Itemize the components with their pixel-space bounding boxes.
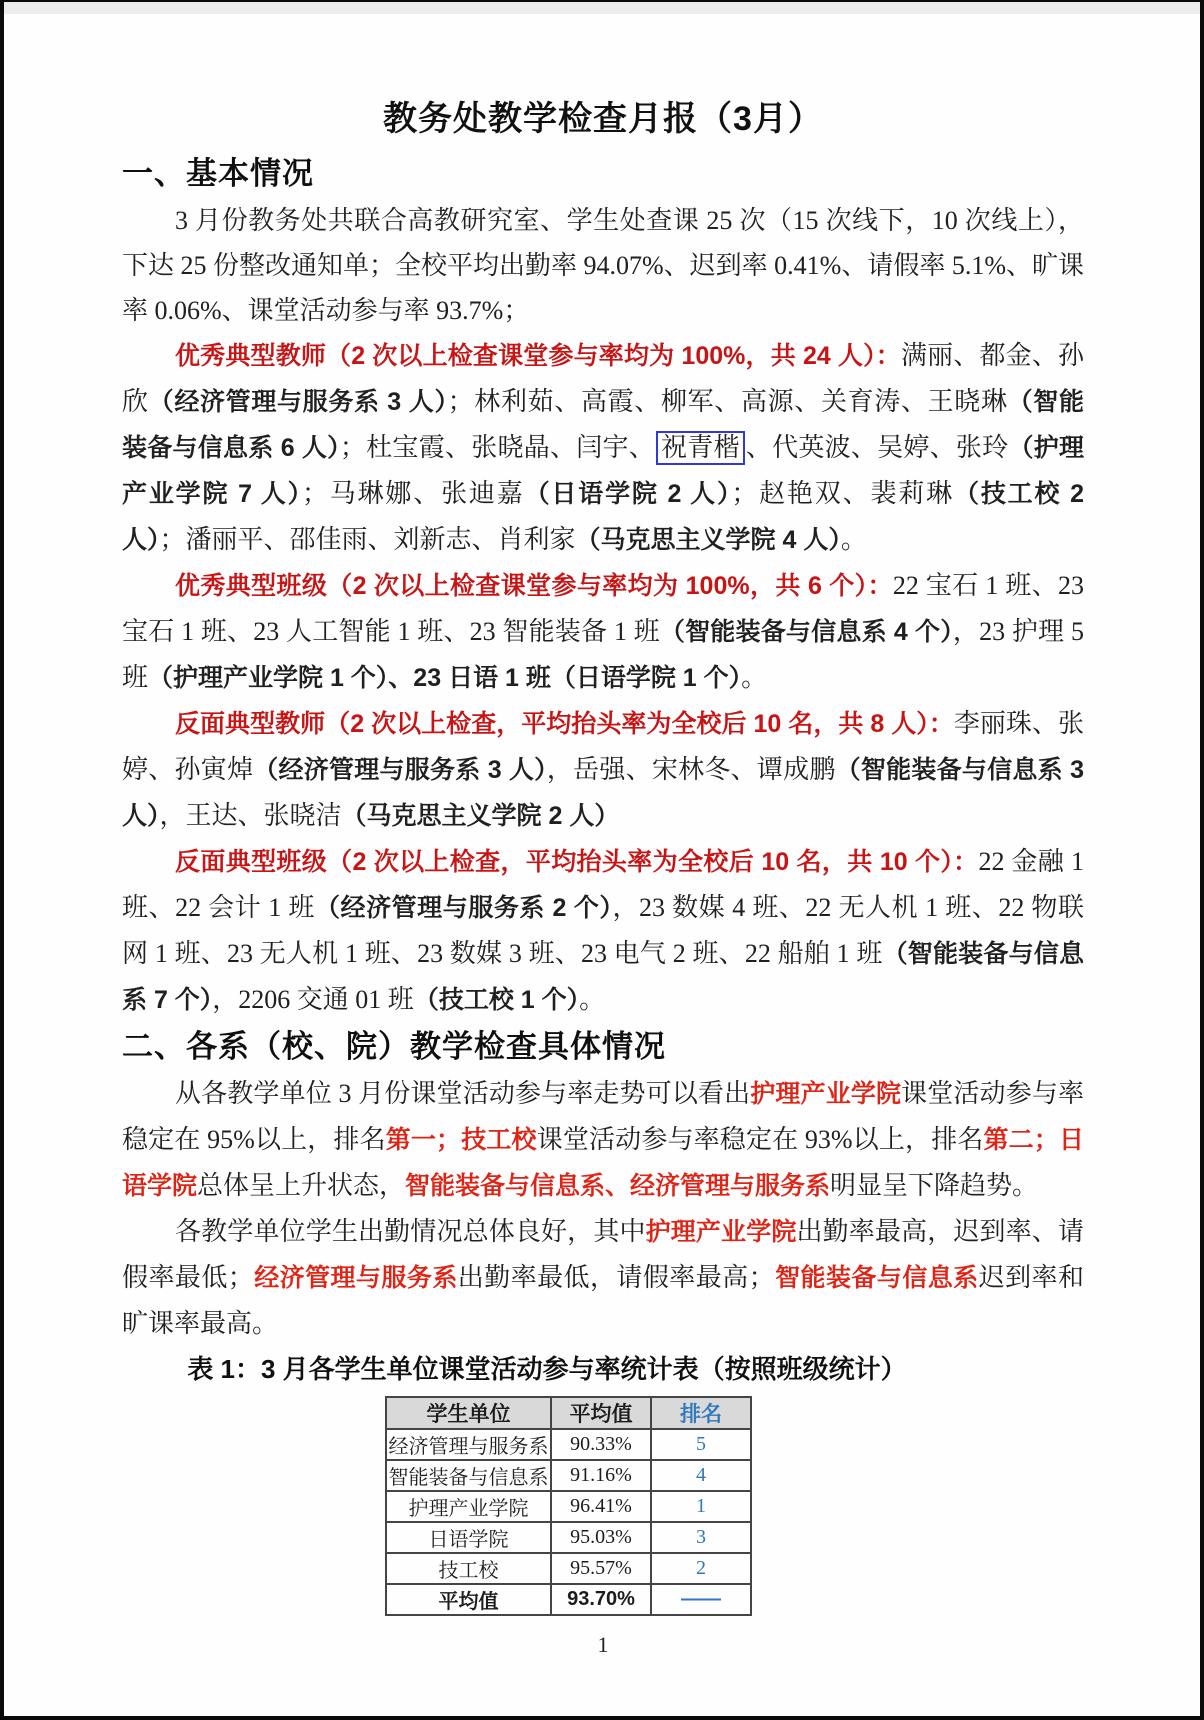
red-highlight-run: 智能装备与信息系、经济管理与服务系	[405, 1172, 831, 1200]
table-row	[386, 1491, 751, 1522]
bold-run: （马克思主义学院 2 人）	[341, 802, 620, 830]
paragraph	[122, 1209, 1084, 1346]
red-highlight-run: 第二；日语学院	[122, 1126, 1084, 1200]
text-run: 课堂活动参与率稳定在 95%以上，排名	[122, 1079, 1084, 1154]
text-run: 、代英波、吴婷、张玲	[745, 433, 1009, 462]
rank-cell: 5	[651, 1429, 751, 1460]
text-run: 从各教学单位 3 月份课堂活动参与率走势可以看出	[175, 1079, 751, 1108]
bold-run: （经济管理与服务系 2 个）	[314, 894, 613, 922]
red-highlight-run: 经济管理与服务系	[253, 1264, 458, 1292]
boxed-name: 祝青楷	[656, 431, 745, 465]
text-run: 出勤率最高，迟到率、请假率最低；	[122, 1217, 1084, 1292]
text-run: ；杜宝霞、张晓晶、闫宇、	[339, 433, 656, 462]
bold-run: （智能装备与信息系 3 人）	[122, 756, 1084, 830]
unit-cell: 技工校	[386, 1553, 551, 1584]
bold-run: （技工校 1 个）	[413, 986, 580, 1014]
text-run: 明显呈下降趋势。	[830, 1171, 1039, 1200]
average-cell: 93.70%	[551, 1584, 651, 1615]
section-heading: 一、基本情况	[122, 156, 314, 191]
rank-cell: 2	[651, 1553, 751, 1584]
table-row	[386, 1429, 751, 1460]
text-run: 3 月份教务处共联合高教研究室、学生处查课 25 次（15 次线下，10 次线上），下达 25 份整改通知单；全校平均出勤率 94.07%、迟到率 0.41%、请假率 5.1%、旷课率 0.06%、课堂活动参与率 93.7%；	[122, 206, 1084, 325]
red-highlight-run: 智能装备与信息系	[774, 1264, 979, 1292]
text-run: 。	[741, 663, 768, 692]
stats-table	[385, 1396, 752, 1616]
text-run: 李丽珠、张婷、孙寅焯	[122, 709, 1084, 784]
bold-run: （技工校 2 人）	[122, 480, 1084, 554]
stats-table-body	[386, 1429, 751, 1615]
text-run: 。	[579, 985, 606, 1014]
paragraph	[122, 333, 1084, 563]
table-row	[386, 1553, 751, 1584]
section-heading: 二、各系（校、院）教学检查具体情况	[122, 1029, 666, 1064]
text-run: ；潘丽平、邵佳雨、刘新志、肖利家	[159, 525, 576, 554]
page-number: 1	[597, 1632, 609, 1657]
rank-cell: 1	[651, 1491, 751, 1522]
paragraph	[122, 198, 1084, 333]
rank-cell: ——	[651, 1584, 751, 1615]
text-run: 22 金融 1 班、22 会计 1 班	[122, 847, 1084, 922]
bold-run: （护理产业学院 1 个）、23 日语 1 班（日语学院 1 个）	[148, 664, 742, 692]
bold-run: （智能装备与信息系 7 个）	[122, 940, 1084, 1014]
average-cell: 90.33%	[551, 1429, 651, 1460]
unit-cell: 日语学院	[386, 1522, 551, 1553]
page-top-strip	[4, 2, 1200, 14]
bold-run: （护理产业学院 7 人）	[122, 434, 1084, 508]
table-caption: 表 1：3 月各学生单位课堂活动参与率统计表（按照班级统计）	[187, 1354, 907, 1384]
paragraph	[122, 1071, 1084, 1209]
bold-run: （智能装备与信息系 6 人）	[122, 388, 1084, 462]
paragraph	[122, 839, 1084, 1023]
text-run: ；林利茹、高霞、柳军、高源、关育涛、王晓琳	[447, 387, 1008, 416]
text-run: 满丽、都金、孙欣	[122, 341, 1084, 416]
bold-run: （马克思主义学院 4 人）	[575, 526, 841, 554]
text-run: 总体呈上升状态，	[197, 1171, 406, 1200]
red-highlight-run: 护理产业学院	[750, 1080, 902, 1108]
average-cell: 95.03%	[551, 1522, 651, 1553]
text-run: 出勤率最低，请假率最高；	[457, 1263, 775, 1292]
rank-cell: 4	[651, 1460, 751, 1491]
table-header-cell: 排名	[651, 1397, 751, 1429]
unit-cell: 护理产业学院	[386, 1491, 551, 1522]
page-title: 教务处教学检查月报（3月）	[383, 100, 823, 138]
average-cell: 96.41%	[551, 1491, 651, 1522]
unit-cell: 经济管理与服务系	[386, 1429, 551, 1460]
unit-cell: 平均值	[386, 1584, 551, 1615]
bold-run: （经济管理与服务系 3 人）	[253, 756, 547, 784]
text-run: ，王达、张晓洁	[159, 801, 342, 830]
document-body	[4, 14, 1200, 1658]
rank-cell: 3	[651, 1522, 751, 1553]
average-cell: 95.57%	[551, 1553, 651, 1584]
stats-table-head	[386, 1397, 751, 1429]
unit-cell: 智能装备与信息系	[386, 1460, 551, 1491]
bold-run: （智能装备与信息系 4 个）	[659, 618, 953, 646]
text-run: 迟到率和旷课率最高。	[122, 1263, 1084, 1338]
text-run: 。	[840, 525, 867, 554]
bold-run: （经济管理与服务系 3 人）	[148, 388, 448, 416]
text-run: ；马琳娜、张迪嘉	[301, 479, 525, 508]
table-header-cell: 平均值	[551, 1397, 651, 1429]
text-run: ；赵艳双、裴莉琳	[731, 479, 954, 508]
table-header-cell: 学生单位	[386, 1397, 551, 1429]
text-run: ，23 数媒 4 班、22 无人机 1 班、22 物联网 1 班、23 无人机 1 班、23 数媒 3 班、23 电气 2 班、22 船舶 1 班	[122, 893, 1084, 968]
text-run: 课堂活动参与率稳定在 93%以上，排名	[536, 1125, 984, 1154]
text-run: 各教学单位学生出勤情况总体良好，其中	[175, 1217, 646, 1246]
red-heading-run: 反面典型教师（2 次以上检查，平均抬头率为全校后 10 名，共 8 人）：	[175, 710, 954, 738]
body-flow	[122, 150, 1084, 1346]
average-cell: 91.16%	[551, 1460, 651, 1491]
bold-run: （日语学院 2 人）	[524, 480, 732, 508]
table-row	[386, 1584, 751, 1615]
table-row	[386, 1460, 751, 1491]
red-heading-run: 优秀典型教师（2 次以上检查课堂参与率均为 100%，共 24 人）：	[175, 342, 901, 370]
red-highlight-run: 护理产业学院	[645, 1218, 797, 1246]
paragraph	[122, 701, 1084, 839]
table-row	[386, 1522, 751, 1553]
text-run: ，23 护理 5 班	[122, 617, 1084, 692]
text-run: ，岳强、宋林冬、谭成鹏	[546, 755, 836, 784]
red-highlight-run: 第一；技工校	[385, 1126, 537, 1154]
paragraph	[122, 563, 1084, 701]
red-heading-run: 反面典型班级（2 次以上检查，平均抬头率为全校后 10 名，共 10 个）：	[175, 848, 979, 876]
text-run: 22 宝石 1 班、23 宝石 1 班、23 人工智能 1 班、23 智能装备 1 班	[122, 571, 1084, 646]
text-run: ，2206 交通 01 班	[212, 985, 414, 1014]
red-heading-run: 优秀典型班级（2 次以上检查课堂参与率均为 100%，共 6 个）：	[175, 572, 893, 600]
